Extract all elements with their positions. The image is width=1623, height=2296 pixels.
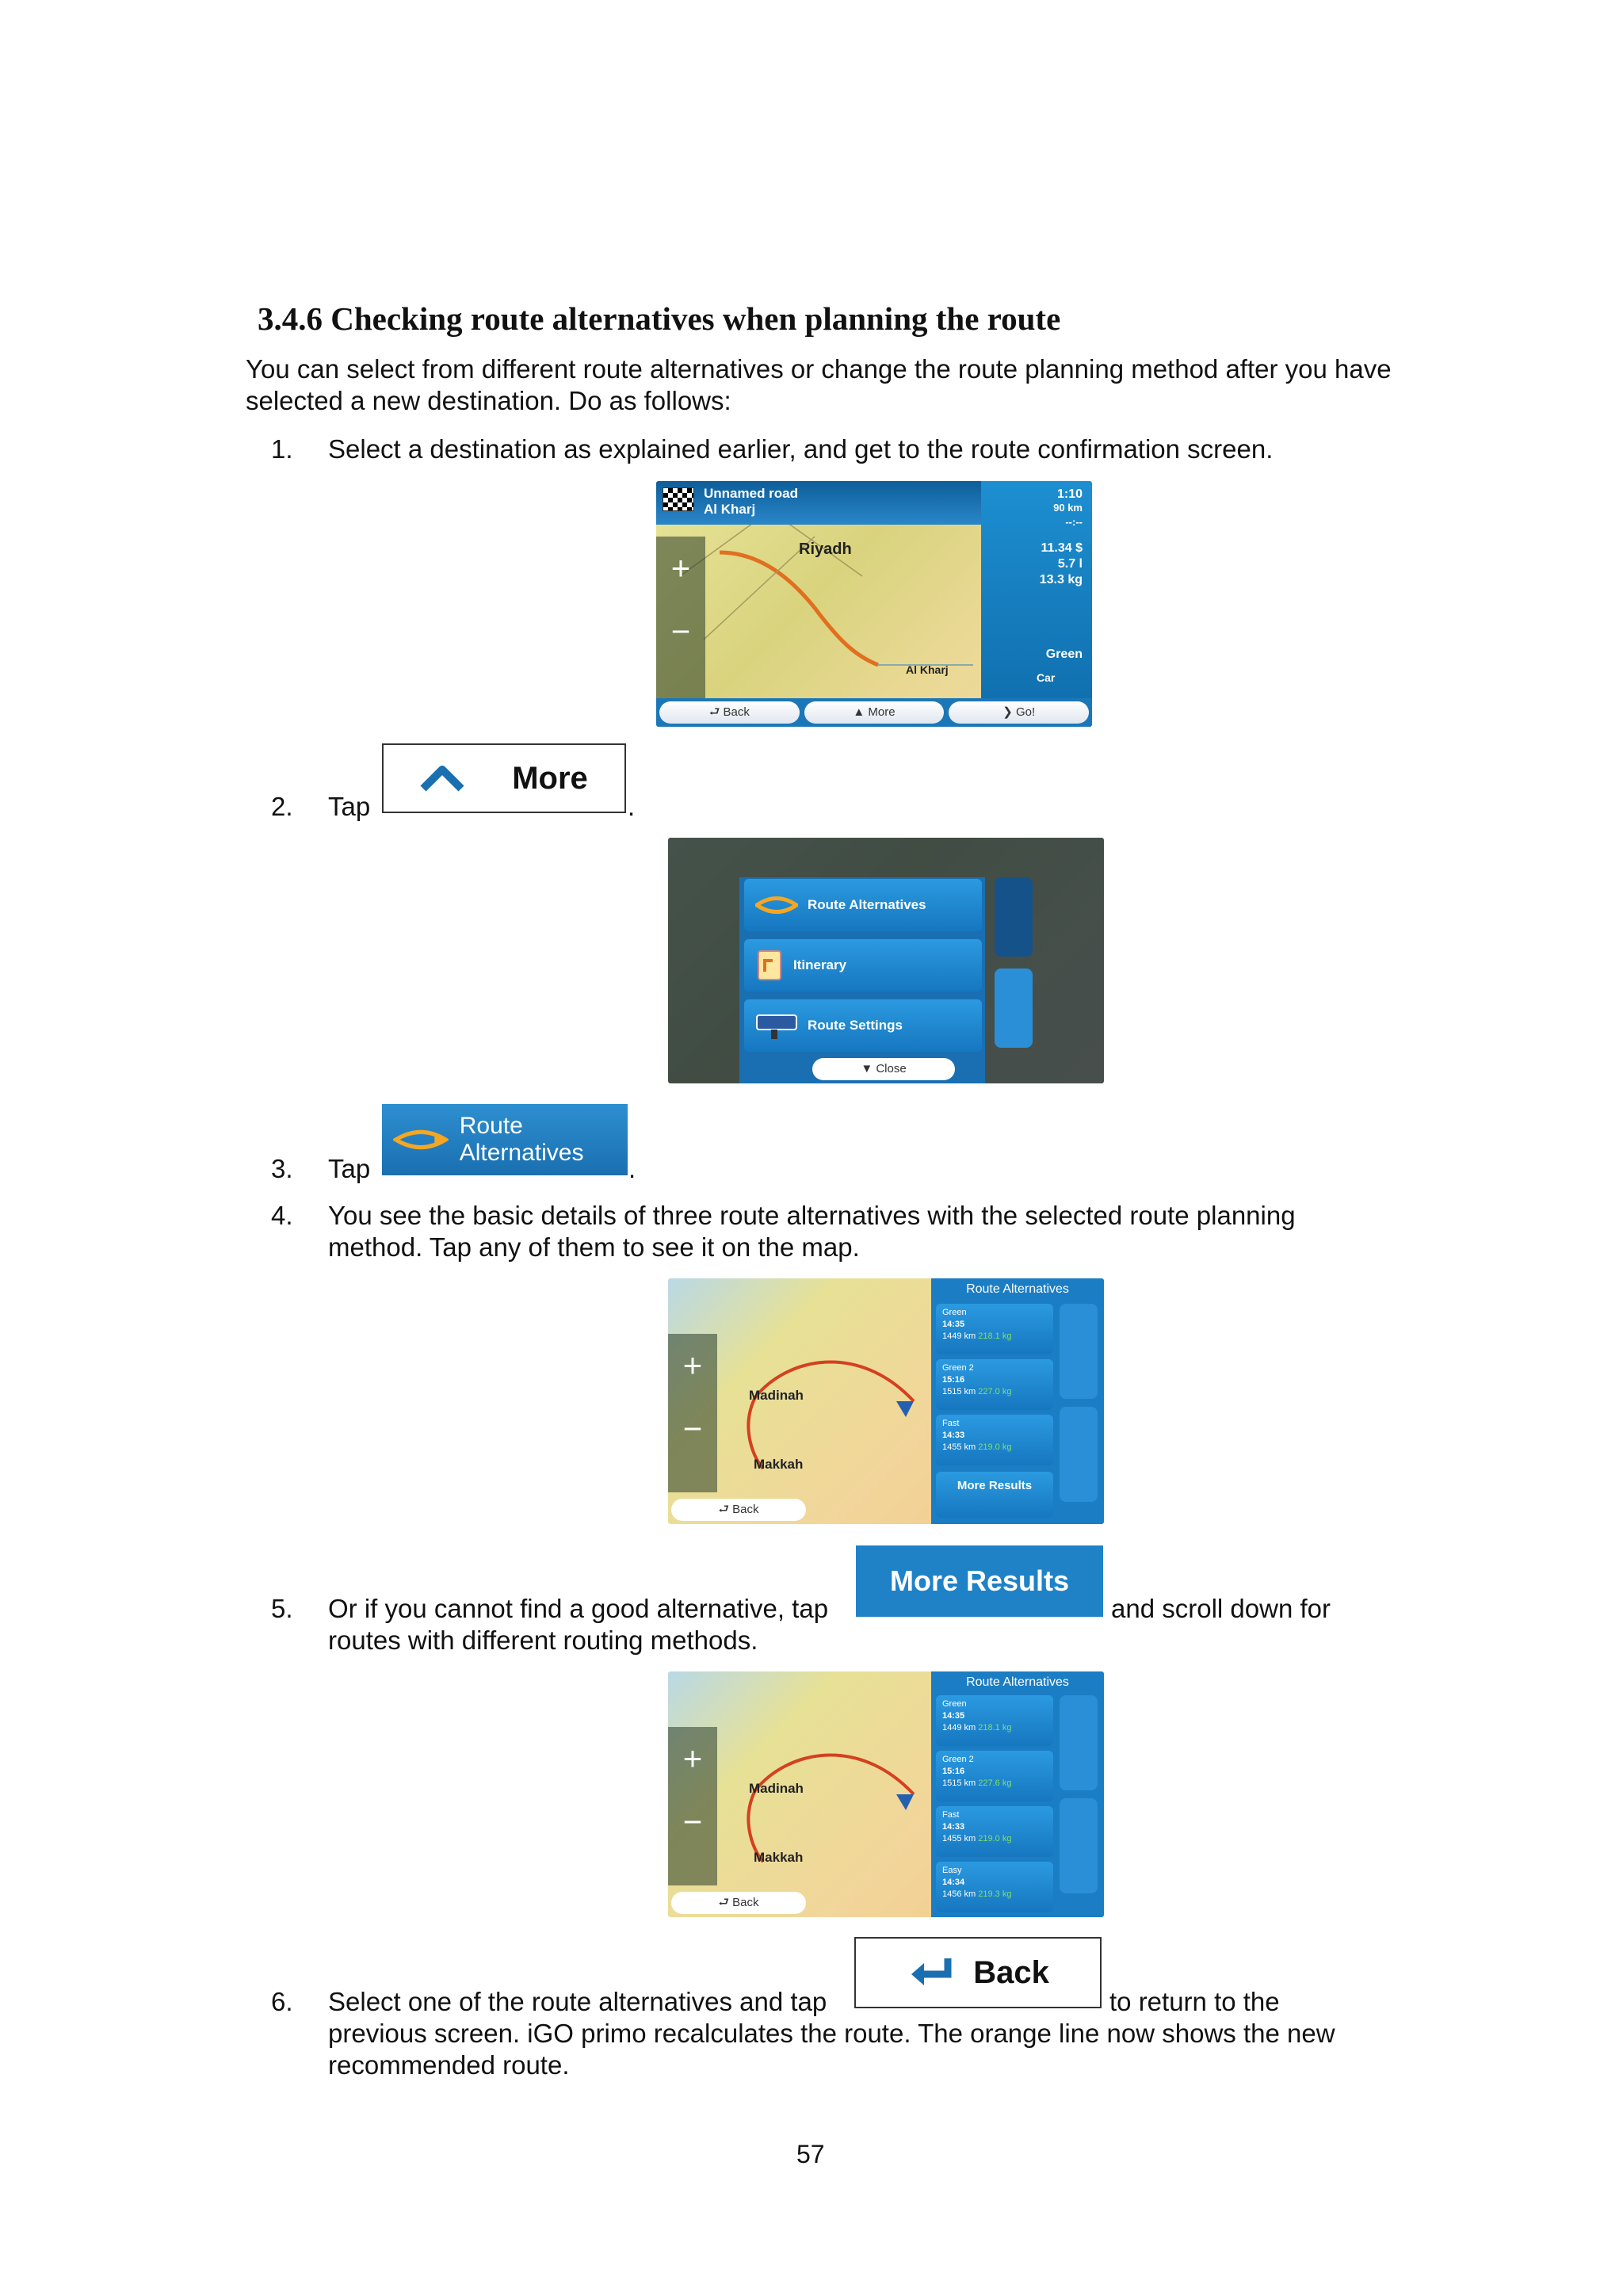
alt-co2: 219.0 kg	[978, 1442, 1012, 1452]
alt-time: 14:33	[942, 1431, 965, 1440]
step-text-line2: routes with different routing methods.	[328, 1626, 758, 1655]
step-text-continued: and scroll down for	[1111, 1594, 1331, 1623]
chevron-down-icon: ▼	[861, 1062, 876, 1075]
more-menu	[739, 877, 985, 1083]
alt-distance: 1515 km	[942, 1387, 976, 1396]
alternative-card[interactable]	[936, 1359, 1053, 1410]
zoom-out-icon[interactable]: −	[670, 613, 691, 650]
city-label-madinah: Madinah	[749, 1388, 804, 1403]
route-distance: 90 km	[1053, 502, 1083, 514]
zoom-controls[interactable]	[656, 537, 705, 703]
bottom-button-bar	[656, 698, 1092, 727]
intro-paragraph: You can select from different route alternatives or change the route planning method after you have selected a new destination. Do as follows:	[246, 354, 1392, 415]
panel-title: Route Alternatives	[966, 1675, 1069, 1689]
scroll-down-button[interactable]	[995, 968, 1033, 1048]
alternative-card[interactable]	[936, 1695, 1053, 1746]
menu-item-route-settings[interactable]	[744, 999, 982, 1052]
back-label: Back	[973, 1954, 1049, 1990]
alternatives-panel	[931, 1278, 1104, 1524]
route-confirmation-screenshot	[656, 481, 1092, 727]
more-button-label: More	[868, 705, 896, 719]
alt-distance: 1449 km	[942, 1331, 976, 1341]
step-text: Select a destination as explained earlier, and get to the route confirmation screen.	[328, 434, 1274, 464]
route-info-panel	[981, 481, 1092, 727]
step-text: You see the basic details of three route alternatives with the selected route planning method. Tap any of them to see it on the map.	[328, 1201, 1296, 1262]
more-button-illustration	[382, 743, 626, 813]
alternative-card[interactable]	[936, 1862, 1053, 1912]
route-settings-icon	[755, 1012, 798, 1039]
step-text-continued: to return to the	[1109, 1987, 1280, 2016]
menu-item-itinerary[interactable]	[744, 939, 982, 991]
back-button[interactable]	[671, 1499, 806, 1521]
alt-name: Fast	[942, 1419, 960, 1428]
step-text: Tap	[328, 1154, 371, 1183]
chevron-up-icon: ▲	[853, 705, 869, 719]
alt-time: 14:35	[942, 1711, 965, 1721]
alt-co2: 219.0 kg	[978, 1834, 1012, 1843]
city-label-madinah: Madinah	[749, 1781, 804, 1796]
back-button[interactable]	[671, 1892, 806, 1914]
back-button-illustration	[854, 1937, 1102, 2008]
step-number: 6.	[271, 1987, 293, 2016]
scroll-down-button[interactable]	[1060, 1798, 1098, 1893]
alt-co2: 227.6 kg	[978, 1778, 1012, 1788]
checkered-flag-icon	[663, 487, 694, 511]
route-alternatives-scrolled-screenshot	[668, 1671, 1104, 1917]
alt-distance: 1455 km	[942, 1834, 976, 1843]
city-label-makkah: Makkah	[754, 1850, 804, 1865]
step-number: 4.	[271, 1201, 293, 1230]
route-eta: --:--	[1065, 516, 1083, 528]
route-title-city: Al Kharj	[704, 502, 756, 517]
alt-name: Easy	[942, 1866, 962, 1875]
panel-title: Route Alternatives	[966, 1282, 1069, 1296]
itinerary-icon	[755, 949, 784, 981]
zoom-in-icon[interactable]: +	[682, 1740, 703, 1777]
chevron-right-icon: ❯	[1002, 705, 1016, 719]
scroll-up-button[interactable]	[1060, 1695, 1098, 1790]
route-alternatives-icon	[755, 895, 798, 915]
alternatives-panel	[931, 1671, 1104, 1917]
alt-time: 14:33	[942, 1822, 965, 1832]
route-alternatives-icon	[393, 1125, 449, 1154]
alt-distance: 1515 km	[942, 1778, 976, 1788]
alt-distance: 1455 km	[942, 1442, 976, 1452]
more-menu-screenshot	[668, 838, 1104, 1083]
route-co2: 13.3 kg	[1039, 573, 1083, 586]
route-method: Green	[1045, 648, 1083, 661]
alt-distance: 1456 km	[942, 1889, 976, 1899]
step-punctuation: .	[628, 1154, 636, 1183]
alt-name: Green 2	[942, 1755, 974, 1764]
alt-co2: 219.3 kg	[978, 1889, 1012, 1899]
alt-name: Green	[942, 1308, 967, 1317]
scroll-up-button[interactable]	[1060, 1304, 1098, 1399]
alt-distance: 1449 km	[942, 1723, 976, 1733]
alt-co2: 227.0 kg	[978, 1387, 1012, 1396]
route-fuel: 5.7 l	[1057, 557, 1083, 571]
more-button[interactable]	[804, 701, 945, 724]
route-cost: 11.34 $	[1041, 541, 1083, 555]
alt-time: 15:16	[942, 1375, 965, 1385]
alt-name: Green 2	[942, 1363, 974, 1373]
more-results-button[interactable]: More Results	[936, 1472, 1053, 1518]
page-number: 57	[796, 2140, 825, 2168]
zoom-out-icon[interactable]: −	[682, 1803, 703, 1840]
alt-name: Fast	[942, 1810, 960, 1820]
menu-item-label: Itinerary	[793, 957, 847, 972]
more-label: More	[512, 760, 588, 796]
step-punctuation: .	[628, 792, 636, 821]
back-label: Back	[732, 1896, 759, 1909]
route-title-road: Unnamed road	[704, 486, 799, 501]
back-arrow-icon: ⮐	[708, 705, 724, 719]
alternative-card[interactable]	[936, 1751, 1053, 1801]
step-text-line3: recommended route.	[328, 2050, 570, 2080]
back-arrow-icon: ⮐	[718, 1503, 733, 1516]
zoom-out-icon[interactable]: −	[682, 1410, 703, 1447]
back-button-label: Back	[723, 705, 750, 719]
alternative-card[interactable]	[936, 1806, 1053, 1857]
alternative-card[interactable]	[936, 1415, 1053, 1465]
chevron-up-icon	[420, 765, 464, 792]
menu-item-route-alternatives[interactable]	[744, 879, 982, 931]
step-number: 1.	[271, 434, 293, 464]
go-button[interactable]	[949, 701, 1089, 724]
more-results-button-illustration: More Results	[856, 1545, 1103, 1617]
step-number: 5.	[271, 1594, 293, 1623]
step-number: 3.	[271, 1154, 293, 1183]
scroll-down-button[interactable]	[1060, 1407, 1098, 1502]
city-label-makkah: Makkah	[754, 1457, 804, 1472]
back-label: Back	[732, 1503, 759, 1516]
scroll-up-button[interactable]	[995, 877, 1033, 957]
menu-item-label: Route Settings	[808, 1018, 903, 1033]
route-alternatives-button-illustration	[382, 1104, 628, 1175]
zoom-controls[interactable]	[668, 1727, 717, 1885]
alt-time: 14:34	[942, 1878, 965, 1887]
zoom-in-icon[interactable]: +	[682, 1347, 703, 1384]
alt-co2: 218.1 kg	[978, 1331, 1012, 1341]
alt-name: Green	[942, 1699, 967, 1709]
close-button[interactable]	[812, 1058, 955, 1080]
alt-time: 15:16	[942, 1767, 965, 1776]
alt-time: 14:35	[942, 1320, 965, 1329]
step-text: Select one of the route alternatives and tap	[328, 1987, 827, 2016]
city-label-al-kharj: Al Kharj	[906, 663, 949, 676]
route-time: 1:10	[1056, 487, 1083, 501]
section-heading: 3.4.6 Checking route alternatives when planning the route	[258, 300, 1061, 337]
back-arrow-icon	[907, 1955, 954, 1990]
step-text: Tap	[328, 792, 371, 821]
go-button-label: Go!	[1015, 705, 1036, 719]
route-title	[656, 481, 981, 525]
menu-item-label: Route Alternatives	[808, 897, 926, 912]
route-alternatives-screenshot	[668, 1278, 1104, 1524]
step-number: 2.	[271, 792, 293, 821]
back-arrow-icon: ⮐	[718, 1896, 733, 1909]
alternative-card[interactable]	[936, 1304, 1053, 1354]
route-alternatives-label: Route Alternatives	[459, 1113, 584, 1166]
back-button[interactable]	[659, 701, 800, 724]
step-text: Or if you cannot find a good alternative, tap	[328, 1594, 829, 1623]
close-label: Close	[876, 1062, 907, 1075]
alt-co2: 218.1 kg	[978, 1723, 1012, 1733]
zoom-in-icon[interactable]: +	[670, 549, 691, 586]
city-label-riyadh: Riyadh	[799, 541, 852, 558]
route-vehicle: Car	[1037, 671, 1056, 684]
zoom-controls[interactable]	[668, 1334, 717, 1492]
step-text-line2: previous screen. iGO primo recalculates the route. The orange line now shows the new	[328, 2019, 1335, 2048]
